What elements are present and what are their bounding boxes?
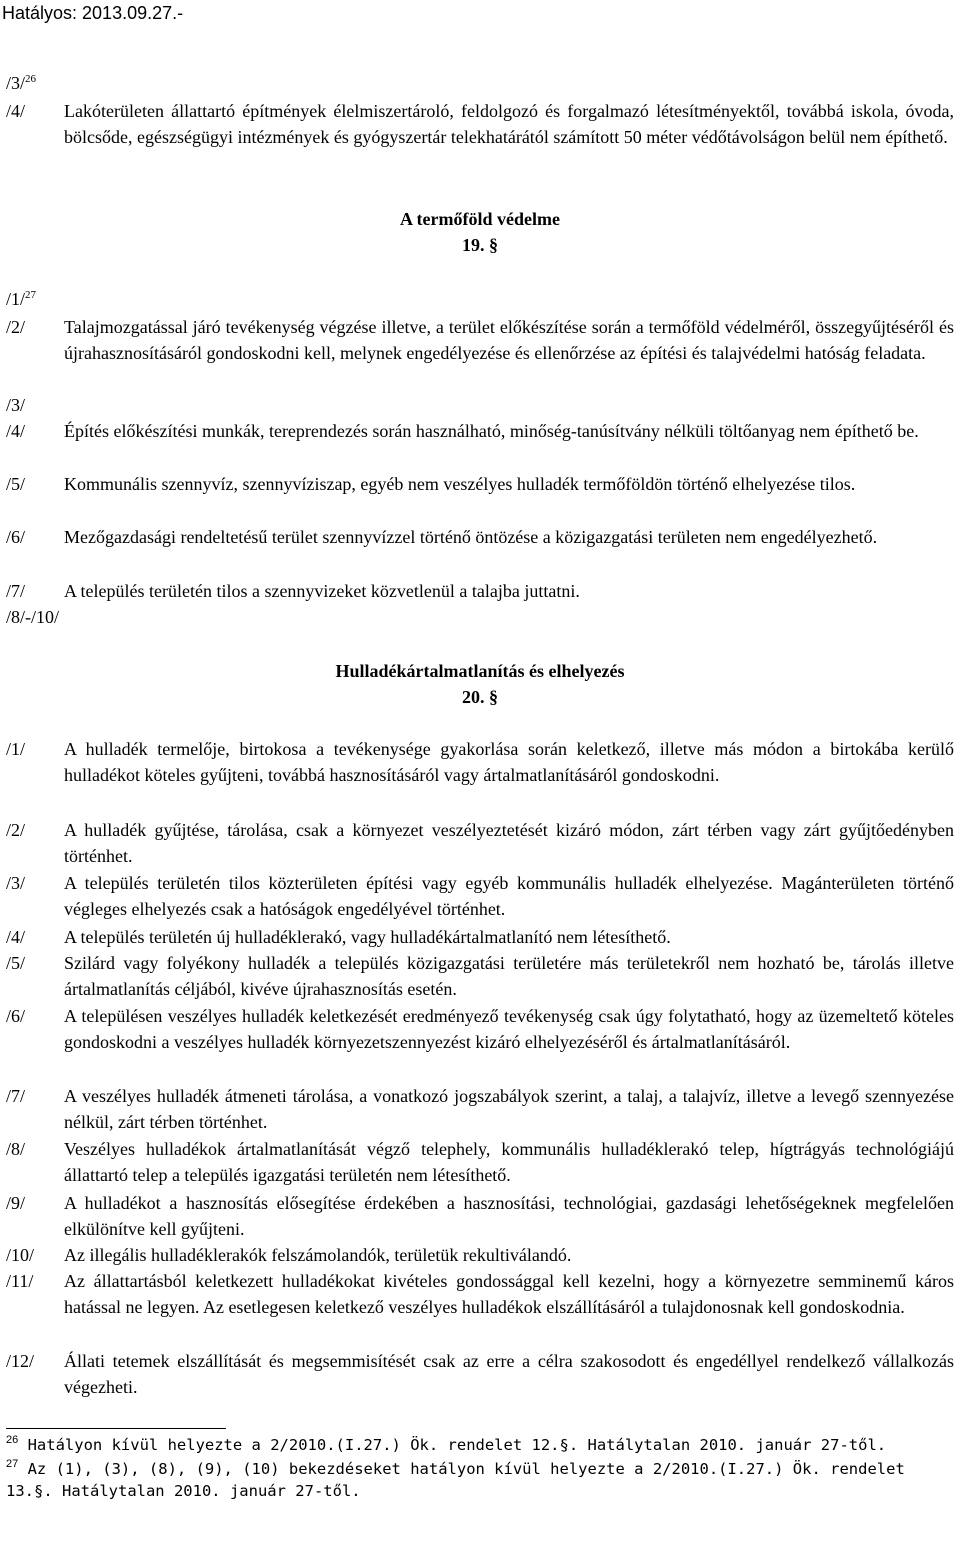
section-title: Hulladékártalmatlanítás és elhelyezés [335,661,625,681]
footnote [6,1434,954,1456]
section-number: 20. § [462,687,498,707]
paragraph [6,1242,954,1268]
paragraph-text: Építés előkészítési munkák, tereprendezés során használható, minőség-tanúsítvány nélküli töltőanyag nem építhető be. [64,421,919,441]
paragraph-number: /3/$^{26}$ [6,73,37,93]
paragraph-number: /5/ [6,953,26,973]
paragraph-number: /2/ [6,820,26,840]
paragraph-text: Az illegális hulladéklerakók felszámolandók, területük rekultiválandó. [64,1245,572,1265]
paragraph-number: /4/ [6,101,26,121]
paragraph [6,1136,954,1188]
paragraph-text: A veszélyes hulladék átmeneti tárolása, a vonatkozó jogszabályok szerint, a talaj, a talajvíz, illetve a levegő szennyezése nélkül, zárt térben történhet. [64,1086,954,1132]
paragraph-number: /1/$^{27}$ [6,289,37,309]
paragraph-text: Állati tetemek elszállítását és megsemmisítését csak az erre a célra szakosodott és engedéllyel rendelkező vállalkozás végezheti. [64,1351,954,1397]
paragraph-number: /11/ [6,1271,34,1291]
paragraph [6,924,954,950]
paragraph-number: /9/ [6,1193,26,1213]
paragraph-number: /1/ [6,739,26,759]
paragraph-number: /7/ [6,1086,26,1106]
paragraph-number: /10/ [6,1245,35,1265]
footnote-ref[interactable]: 26 [25,73,37,85]
paragraph-text: Veszélyes hulladékok ártalmatlanítását végző telephely, kommunális hulladéklerakó telep, hígtrágyás technológiájú állattartó telep a település igazgatási területén nem létesíthető. [64,1139,954,1185]
paragraph-number: /8/-/10/ [6,607,59,627]
paragraph-text: A település területén új hulladéklerakó, vagy hulladékártalmatlanító nem létesíthető. [64,927,671,947]
paragraph-number: /8/ [6,1139,26,1159]
paragraph [6,950,954,1002]
footnote-ref[interactable]: 27 [25,289,37,301]
paragraph [6,1268,954,1320]
section-title: A termőföld védelme [400,209,560,229]
paragraph [6,1190,954,1242]
paragraph-number: /4/ [6,927,26,947]
paragraph-text: Kommunális szennyvíz, szennyvíziszap, egyéb nem veszélyes hulladék termőföldön történő elhelyezése tilos. [64,474,856,494]
paragraph-text: Mezőgazdasági rendeltetésű terület szennyvízzel történő öntözése a közigazgatási területen nem engedélyezhető. [64,527,878,547]
paragraph [6,98,954,150]
paragraph [6,1003,954,1055]
footnote-number: 26 [6,1434,19,1446]
paragraph-number: /3/ [6,395,26,415]
paragraph-text: A település területén tilos közterületen építési vagy egyéb kommunális hulladék elhelyezése. Magánterületen történő végleges elhelyezés csak a hatóságok engedélyével történhet. [64,873,954,919]
paragraph-text: A településen veszélyes hulladék keletkezését eredményező tevékenység csak úgy folytatható, hogy az üzemeltető köteles gondoskodni a veszélyes hulladék környezetszennyezést kizáró elhelyezéséről és ártalmatlanításáról. [64,1006,954,1052]
footnote-text: Hatályon kívül helyezte a 2/2010.(I.27.) Ök. rendelet 12.§. Hatálytalan 2010. január 27-től. [27,1436,887,1454]
paragraph-text: A hulladék gyűjtése, tárolása, csak a környezet veszélyeztetését kizáró módon, zárt térben vagy zárt gyűjtőedényben történhet. [64,820,954,866]
section-number: 19. § [462,235,498,255]
paragraph-number: /7/ [6,581,26,601]
paragraph-number: /3/ [6,873,26,893]
footnote-divider [6,1428,226,1429]
paragraph-number: /2/ [6,317,26,337]
footnote [6,1458,954,1502]
paragraph [6,418,954,444]
paragraph-number: /4/ [6,421,26,441]
paragraph [6,524,954,550]
footnote-text: Az (1), (3), (8), (9), (10) bekezdéseket hatályon kívül helyezte a 2/2010.(I.27.) Ök. rendelet 13.§. Hatálytalan 2010. január 27-től. [6,1460,905,1500]
paragraph [6,578,954,604]
paragraph-text: A település területén tilos a szennyvizeket közvetlenül a talajba juttatni. [64,581,580,601]
paragraph-text: Talajmozgatással járó tevékenység végzése illetve, a terület előkészítése során a termőföld védelméről, összegyűjtéséről és újrahasznosításáról gondoskodni kell, melynek engedélyezése és ellenőrzése az építési és talajvédelmi hatóság feladata. [64,317,954,363]
footnote-number: 27 [6,1458,19,1470]
paragraph-text: Szilárd vagy folyékony hulladék a település közigazgatási területére más területekről nem hozható be, tárolás illetve ártalmatlanítás céljából, kivéve újrahasznosítás esetén. [64,953,954,999]
paragraph [6,1348,954,1400]
paragraph-text: A hulladék termelője, birtokosa a tevékenysége gyakorlása során keletkező, illetve más módon a birtokába kerülő hulladékot köteles gyűjteni, továbbá hasznosításáról vagy ártalmatlanításáról gondoskodni. [64,739,954,785]
paragraph [6,1083,954,1135]
page-header: Hatályos: 2013.09.27.- [2,3,184,23]
paragraph [6,817,954,869]
paragraph-text: Az állattartásból keletkezett hulladékokat kivételes gondossággal kell kezelni, hogy a környezetre semminemű káros hatással ne legyen. Az esetlegesen keletkező veszélyes hulladékok elszállításáról a tulajdonosnak kell gondoskodnia. [64,1271,954,1317]
paragraph [6,870,954,922]
paragraph [6,471,954,497]
paragraph-number: /6/ [6,527,26,547]
paragraph [6,736,954,788]
paragraph-text: Lakóterületen állattartó építmények élelmiszertároló, feldolgozó és forgalmazó létesítményektől, továbbá iskola, óvoda, bölcsőde, egészségügyi intézmények és gyógyszertár telekhatárától számított 50 méter védőtávolságon belül nem építhető. [64,101,954,147]
paragraph [6,314,954,366]
paragraph-number: /6/ [6,1006,26,1026]
paragraph-number: /12/ [6,1351,35,1371]
paragraph-number: /5/ [6,474,26,494]
paragraph-text: A hulladékot a hasznosítás elősegítése érdekében a hasznosítási, technológiai, gazdasági lehetőségeknek megfelelően elkülönítve kell gyűjteni. [64,1193,954,1239]
